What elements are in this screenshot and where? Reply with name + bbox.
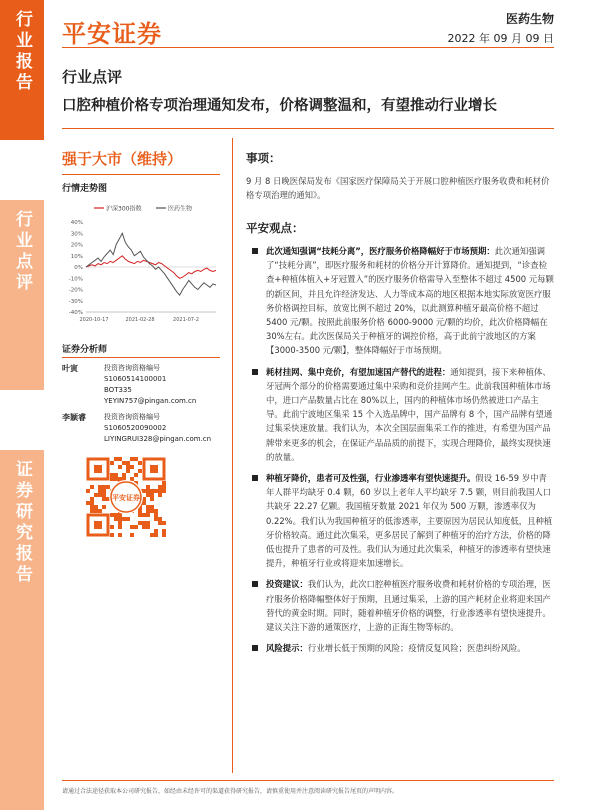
bullet-title: 风险提示： bbox=[266, 643, 308, 654]
analyst-line: BOT335 bbox=[104, 386, 132, 394]
y-tick-label: -20% bbox=[68, 287, 83, 294]
analyst-name: 李颖睿 bbox=[62, 413, 86, 422]
sidebar bbox=[0, 0, 44, 800]
rating-divider bbox=[62, 174, 220, 175]
sidebar-research-label: 证券研究报告 bbox=[0, 450, 44, 810]
x-tick-label: 2020-10-17 bbox=[79, 317, 109, 323]
bullet-text: 此次通知强调了“技耗分离”，即医疗服务和耗材的价格分开计算降价。通知提到，“诊查检查+种植体植入+牙冠置入”的医疗服务价格需导入至整体不超过 4500 元每颗的新区间，并且允许经济发达、人力等成本高的地区根据本地实际放宽医疗服务价格调控目标，放宽比例不超过 20%，以此测算种植牙最高价格不超过 5400 元/颗。按照此前服务价格 6000-9000 元/颗的均价，此次价格降幅在 30%左右。此次医保局关于种植牙的调控价格，高于此前宁波地区的方案【3000-3500 元/颗】，整体降幅好于市场预期。 bbox=[266, 246, 554, 356]
legend-label: 沪深300指数 bbox=[106, 205, 142, 213]
title-divider bbox=[62, 128, 554, 129]
column-divider bbox=[232, 138, 233, 773]
footer-disclaimer: 请通过合法途径获取本公司研究报告，如经由未经许可的渠道获得研究报告，请慎重使用并注意阅读研究报告尾页的声明内容。 bbox=[62, 788, 399, 795]
series-line bbox=[86, 233, 216, 295]
bullet-text: 假设 16-59 岁中青年人群平均缺牙 0.4 颗，60 岁以上老年人平均缺牙 7.5 颗，则目前我国人口共缺牙 22.27 亿颗。我国植牙数量 2021 年仅为 500 万颗，渗透率仅为 0.22%。我们认为我国种植牙的低渗透率，主要原因为居民认知度低，且种植牙价格较高。通过此次集采，更多居民了解到了种植牙的治疗方法，价格的降低也提升了患者的可及性。我们认为通过此次集采，种植牙的渗透率有望快速提升，种植牙行业或将迎来加速增长。 bbox=[266, 473, 553, 569]
bullet-item bbox=[246, 244, 554, 358]
bullet-item bbox=[246, 471, 554, 570]
bullet-text: 行业增长低于预期的风险；疫情反复风险；医患纠纷风险。 bbox=[307, 643, 526, 654]
analyst-name: 叶寅 bbox=[62, 364, 78, 373]
analyst-line: S1060520090002 bbox=[104, 424, 167, 432]
right-column bbox=[246, 150, 554, 662]
qr-logo-text: 平安证券 bbox=[112, 494, 140, 502]
bullet-title: 耗材挂网、集中竞价，有望加速国产替代的进程： bbox=[266, 366, 451, 377]
qr-code[interactable] bbox=[86, 457, 166, 537]
report-date: 2022 年 09 月 09 日 bbox=[447, 32, 554, 45]
y-tick-label: 40% bbox=[70, 220, 83, 226]
bullet-square-icon bbox=[252, 369, 258, 375]
legend-label: 医药生物 bbox=[168, 205, 193, 213]
trend-heading: 行情走势图 bbox=[62, 184, 108, 194]
analyst-block bbox=[62, 363, 220, 407]
bullet-item bbox=[246, 641, 554, 655]
y-tick-label: 30% bbox=[70, 231, 83, 238]
bullet-square-icon bbox=[252, 645, 258, 651]
bullet-item bbox=[246, 365, 554, 464]
rating-label: 强于大市（维持） bbox=[62, 150, 183, 168]
bullet-square-icon bbox=[252, 475, 258, 481]
doc-type: 行业点评 bbox=[62, 68, 123, 86]
bullet-title: 此次通知强调“技耗分离”，医疗服务价格降幅好于市场预期： bbox=[266, 246, 495, 256]
view-heading: 平安观点： bbox=[246, 221, 304, 235]
analyst-email: LIYINGRUI328@pingan.com.cn bbox=[104, 435, 212, 443]
sidebar-report-subtype: 行业点评 bbox=[0, 200, 44, 390]
x-tick-label: 2021-07-2 bbox=[173, 317, 199, 323]
bullet-square-icon bbox=[252, 248, 258, 254]
event-text: 9 月 8 日晚医保局发布《国家医疗保障局关于开展口腔种植医疗服务收费和耗材价格专项治理的通知》。 bbox=[246, 176, 550, 200]
page-title: 口腔种植价格专项治理通知发布，价格调整温和，有望推动行业增长 bbox=[62, 98, 497, 114]
y-tick-label: 20% bbox=[70, 242, 83, 249]
left-column bbox=[62, 138, 220, 541]
bullet-item bbox=[246, 577, 554, 634]
analyst-email: YEYIN757@pingan.com.cn bbox=[104, 397, 197, 405]
company-logo: 平安证券 bbox=[62, 20, 162, 48]
header-divider bbox=[62, 47, 554, 48]
analyst-line: 投资咨询资格编号 bbox=[104, 364, 160, 372]
bullet-text: 通知提到，接下来种植体、牙冠两个部分的价格需要通过集中采购和竞价挂网产生。此前我国种植体市场中，进口产品数量占比在 80%以上，国内的种植体市场仍然被进口产品主导。此前宁波地区集采 15 个入选品牌中，国产品牌有 8 个，国产品牌有望通过集采快速放量。我们认为，本次全国层面集采工作的推进，有希望为国产品牌带来更多的机会，在保证产品品质的前提下，实现合理降价，最终实现快速的放量。 bbox=[266, 366, 553, 462]
bullet-text: 我们认为，此次口腔种植医疗服务收费和耗材价格的专项治理，医疗服务价格降幅整体好于预期，且通过集采，上游的国产耗材企业将迎来国产替代的黄金时期。同时，随着种植牙价格的调整，行业渗透率有望快速提升。建议关注下游的通策医疗，上游的正海生物等标的。 bbox=[266, 579, 551, 633]
bullet-square-icon bbox=[252, 581, 258, 587]
x-tick-label: 2021-02-28 bbox=[125, 317, 155, 323]
event-heading: 事项： bbox=[246, 151, 281, 165]
bullet-title: 种植牙降价，患者可及性强，行业渗透率有望快速提升。 bbox=[266, 473, 476, 484]
analyst-block bbox=[62, 412, 220, 445]
y-tick-label: -40% bbox=[68, 310, 83, 316]
y-tick-label: -30% bbox=[68, 298, 83, 305]
bullet-list bbox=[246, 244, 554, 655]
analyst-line: 投资咨询资格编号 bbox=[104, 413, 160, 421]
analysts-heading: 证券分析师 bbox=[62, 342, 220, 358]
sidebar-report-type: 行业报告 bbox=[0, 0, 44, 140]
y-tick-label: 10% bbox=[70, 253, 83, 260]
trend-chart bbox=[62, 200, 220, 330]
sector-label: 医药生物 bbox=[505, 12, 554, 26]
bullet-title: 投资建议： bbox=[266, 579, 308, 590]
y-tick-label: -10% bbox=[68, 276, 83, 283]
y-tick-label: 0% bbox=[74, 265, 83, 271]
analyst-line: S1060514100001 bbox=[104, 375, 167, 383]
footer-divider bbox=[62, 780, 554, 781]
